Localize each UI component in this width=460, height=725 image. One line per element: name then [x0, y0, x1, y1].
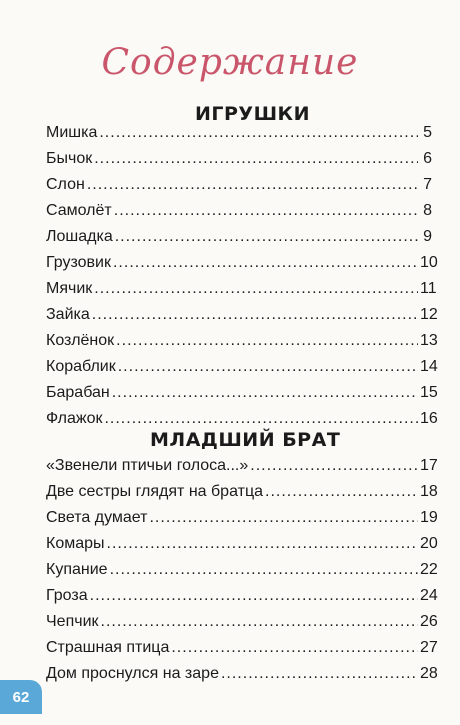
toc-entry-page: 5: [423, 124, 432, 141]
toc-entry-page: 14: [420, 358, 438, 375]
toc-entry-title: Чепчик: [46, 613, 99, 630]
toc-entry-title: Бычок: [46, 150, 93, 167]
dot-leader: [221, 665, 418, 683]
toc-entry: [46, 254, 438, 280]
section-heading-younger-brother: МЛАДШИЙ БРАТ: [150, 429, 341, 451]
toc-entry-page: 11: [420, 280, 437, 297]
dot-leader: [110, 561, 418, 579]
toc-entry-title: «Звенели птичьи голоса...»: [46, 457, 249, 474]
toc-entry-title: Грузовик: [46, 254, 111, 271]
toc-entry-page: 18: [420, 483, 438, 500]
toc-entry-title: Купание: [46, 561, 108, 578]
toc-entry: [46, 176, 432, 202]
toc-entry-title: Флажок: [46, 410, 103, 427]
dot-leader: [92, 306, 418, 324]
toc-entry: [46, 587, 438, 613]
toc-entry-page: 17: [420, 457, 438, 474]
toc-entry: [46, 509, 438, 535]
toc-entry: [46, 384, 438, 410]
toc-entry: [46, 639, 438, 665]
dot-leader: [94, 280, 418, 298]
toc-entry-title: Козлёнок: [46, 332, 115, 349]
dot-leader: [149, 509, 418, 527]
toc-entry: [46, 124, 432, 150]
toc-entry-page: 6: [423, 150, 432, 167]
toc-entry-page: 8: [423, 202, 432, 219]
toc-entry-title: Дом проснулся на заре: [46, 665, 219, 682]
toc-entry-title: Страшная птица: [46, 639, 170, 656]
toc-entry-title: Мячик: [46, 280, 93, 297]
toc-entry-title: Зайка: [46, 306, 90, 323]
toc-entry-page: 15: [420, 384, 438, 401]
toc-entry: [46, 332, 438, 358]
toc-entry-page: 22: [420, 561, 438, 578]
dot-leader: [101, 613, 419, 631]
dot-leader: [87, 176, 418, 194]
toc-entry-title: Самолёт: [46, 202, 112, 219]
dot-leader: [99, 124, 418, 142]
toc-list-toys: [46, 124, 438, 436]
toc-entry-page: 28: [420, 665, 438, 682]
dot-leader: [114, 202, 418, 220]
toc-list-younger-brother: [46, 457, 438, 691]
toc-entry: [46, 665, 438, 691]
toc-entry: [46, 228, 432, 254]
toc-entry-page: 20: [420, 535, 438, 552]
toc-entry-page: 26: [420, 613, 438, 630]
toc-entry-page: 12: [420, 306, 438, 323]
dot-leader: [265, 483, 418, 501]
toc-entry: [46, 483, 438, 509]
toc-entry-page: 13: [420, 332, 438, 349]
toc-entry-page: 16: [420, 410, 438, 427]
dot-leader: [90, 587, 418, 605]
toc-entry-title: Гроза: [46, 587, 88, 604]
dot-leader: [104, 410, 418, 428]
dot-leader: [107, 535, 418, 553]
toc-entry-title: Слон: [46, 176, 85, 193]
page-number-badge: 62: [0, 680, 42, 714]
section-heading-toys: ИГРУШКИ: [195, 103, 310, 125]
dot-leader: [115, 228, 418, 246]
dot-leader: [118, 358, 418, 376]
toc-entry: [46, 306, 438, 332]
toc-entry-title: Комары: [46, 535, 105, 552]
page-title: Содержание: [101, 42, 359, 83]
toc-entry: [46, 535, 438, 561]
toc-entry-page: 7: [423, 176, 432, 193]
toc-entry: [46, 280, 437, 306]
toc-entry-title: Мишка: [46, 124, 98, 141]
toc-entry-title: Кораблик: [46, 358, 116, 375]
toc-entry: [46, 613, 438, 639]
toc-entry-page: 27: [420, 639, 438, 656]
toc-entry-title: Две сестры глядят на братца: [46, 483, 264, 500]
toc-entry-page: 9: [423, 228, 432, 245]
toc-entry: [46, 150, 432, 176]
dot-leader: [116, 332, 418, 350]
toc-entry-page: 19: [420, 509, 438, 526]
toc-entry-title: Барабан: [46, 384, 110, 401]
toc-entry-title: Лошадка: [46, 228, 113, 245]
toc-entry: [46, 202, 432, 228]
dot-leader: [94, 150, 418, 168]
toc-entry: [46, 561, 438, 587]
dot-leader: [113, 254, 418, 272]
toc-entry-page: 10: [420, 254, 438, 271]
toc-entry-title: Света думает: [46, 509, 148, 526]
dot-leader: [171, 639, 418, 657]
toc-entry: [46, 457, 438, 483]
toc-entry: [46, 358, 438, 384]
dot-leader: [250, 457, 418, 475]
toc-entry-page: 24: [420, 587, 438, 604]
dot-leader: [112, 384, 418, 402]
